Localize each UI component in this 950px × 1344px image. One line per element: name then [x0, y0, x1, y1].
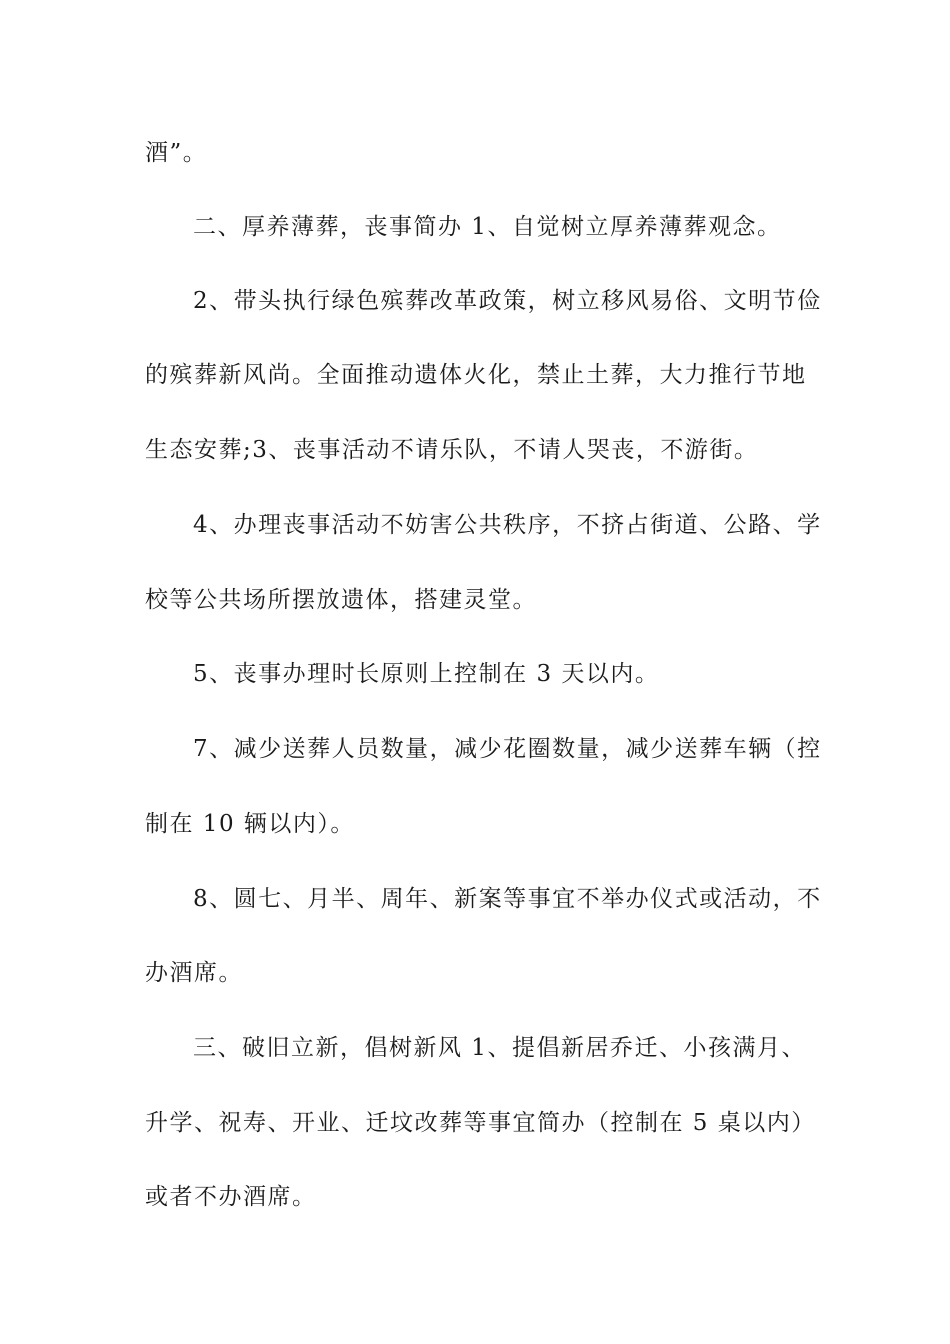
text-line-9: 7、减少送葬人员数量，减少花圈数量，减少送葬车辆（控 [193, 736, 822, 762]
text-line-14: 升学、祝寿、开业、迁坟改葬等事宜简办（控制在 5 桌以内） [145, 1110, 816, 1136]
text-line-11: 8、圆七、月半、周年、新案等事宜不举办仪式或活动，不 [193, 886, 822, 912]
text-line-2: 二、厚养薄葬，丧事简办 1、自觉树立厚养薄葬观念。 [193, 214, 782, 240]
text-line-8: 5、丧事办理时长原则上控制在 3 天以内。 [193, 661, 660, 687]
text-line-3: 2、带头执行绿色殡葬改革政策，树立移风易俗、文明节俭 [193, 288, 822, 314]
text-line-1: 酒”。 [145, 140, 208, 166]
text-line-5: 生态安葬;3、丧事活动不请乐队，不请人哭丧，不游街。 [145, 437, 759, 463]
text-line-7: 校等公共场所摆放遗体，搭建灵堂。 [145, 587, 537, 613]
text-line-4: 的殡葬新风尚。全面推动遗体火化，禁止土葬，大力推行节地 [145, 362, 807, 388]
text-line-6: 4、办理丧事活动不妨害公共秩序，不挤占街道、公路、学 [193, 512, 822, 538]
text-line-13: 三、破旧立新，倡树新风 1、提倡新居乔迁、小孩满月、 [193, 1035, 806, 1061]
text-line-15: 或者不办酒席。 [145, 1184, 317, 1210]
text-line-10: 制在 10 辆以内）。 [145, 811, 355, 837]
text-line-12: 办酒席。 [145, 960, 243, 986]
